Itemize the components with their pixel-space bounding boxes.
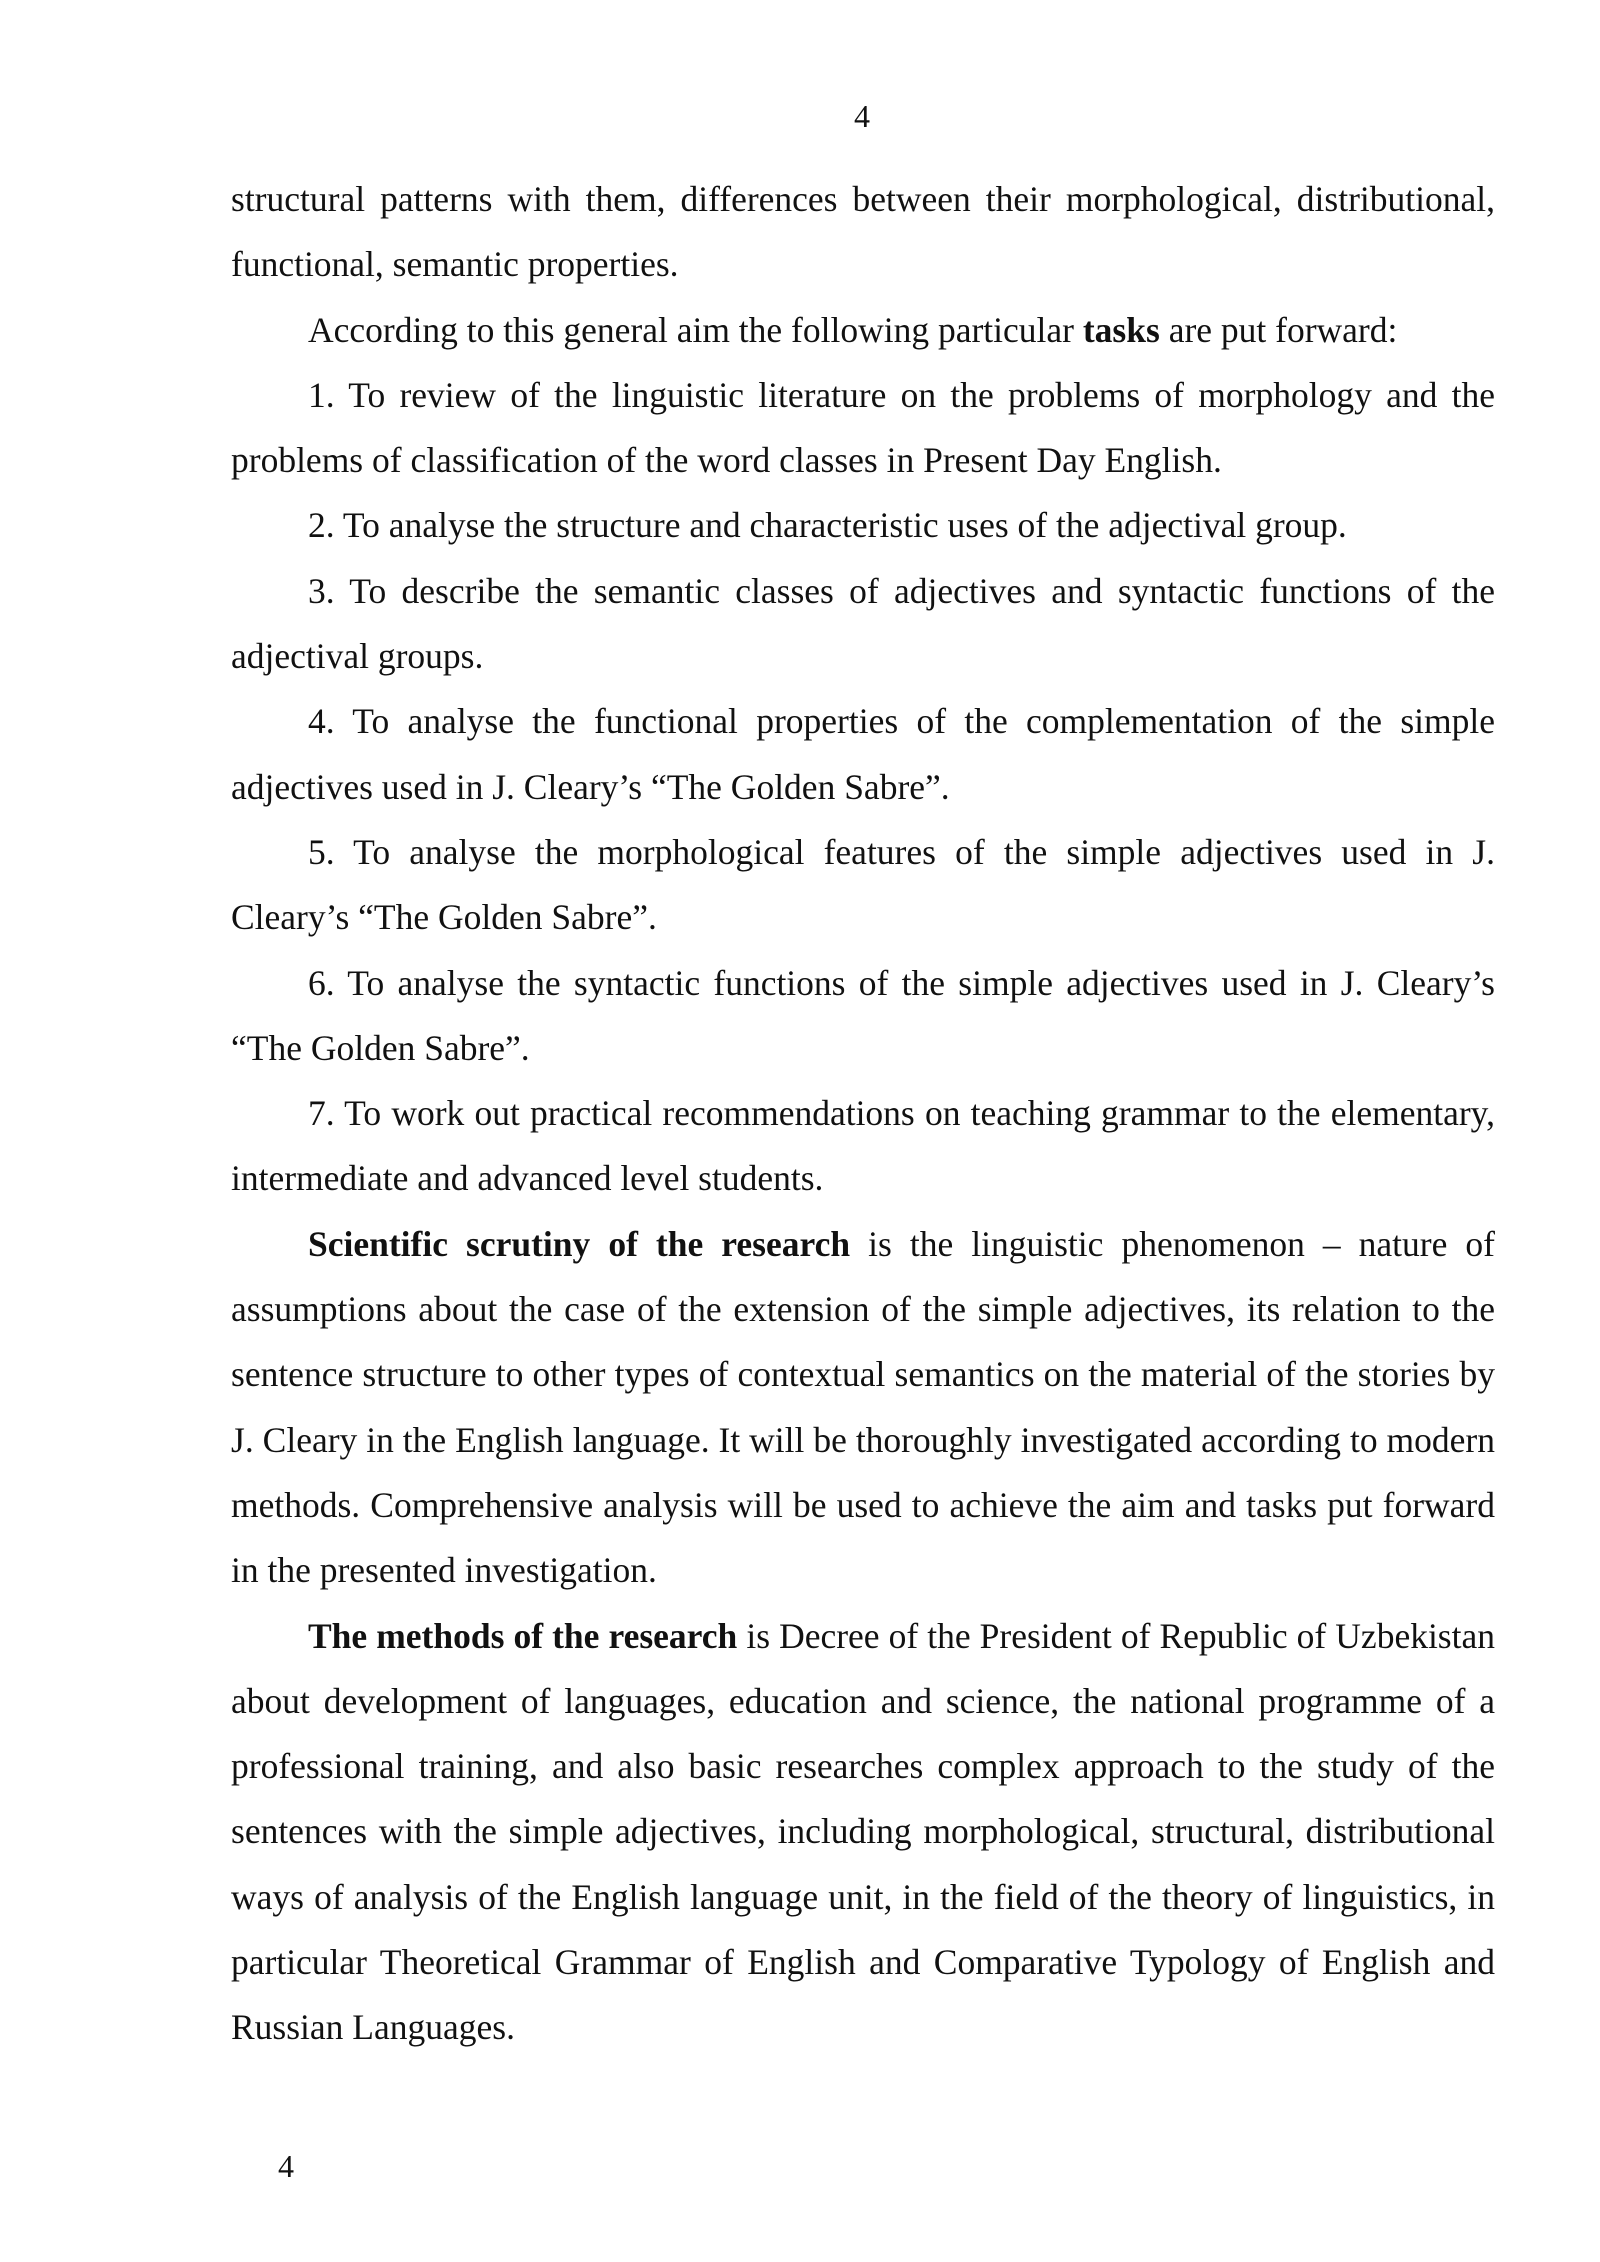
task-item-4: 4. To analyse the functional properties of the complementation of the simple adjectives used in J. Cleary’s “The Golden Sabre”.: [231, 701, 1495, 807]
tasks-intro-text-after: are put forward:: [1159, 309, 1398, 350]
task-item-6: 6. To analyse the syntactic functions of the simple adjectives used in J. Cleary’s “The Golden Sabre”.: [231, 962, 1495, 1068]
methods-text: is Decree of the President of Republic of Uzbekistan about development of languages, education and science, the national programme of a professional training, and also basic researches complex approach to the study of the sentences with the simple adjectives, including morphological, structural, distributional ways of analysis of the English language unit, in the field of the theory of linguistics, in particular Theoretical Grammar of English and Comparative Typology of English and Russian Languages.: [231, 1615, 1495, 2048]
paragraph-continuation: structural patterns with them, differences between their morphological, distributional, functional, semantic properties.: [231, 179, 1495, 285]
page-number-bottom: 4: [278, 2148, 294, 2184]
tasks-keyword: tasks: [1082, 309, 1160, 350]
task-item-2: 2. To analyse the structure and characteristic uses of the adjectival group.: [308, 505, 1347, 546]
page-number-top: 4: [854, 98, 870, 134]
scrutiny-heading: Scientific scrutiny of the research: [308, 1223, 851, 1264]
tasks-intro-text-before: According to this general aim the following particular: [308, 309, 1083, 350]
paragraph-tasks-intro: [231, 298, 1495, 363]
task-item-5: 5. To analyse the morphological features of the simple adjectives used in J. Cleary’s “The Golden Sabre”.: [231, 831, 1495, 938]
paragraph-methods: [231, 1604, 1495, 2061]
scrutiny-text: is the linguistic phenomenon – nature of assumptions about the case of the extension of the simple adjectives, its relation to the sentence structure to other types of contextual semantics on the material of the stories by J. Cleary in the English language. It will be thoroughly investigated according to modern methods. Comprehensive analysis will be used to achieve the aim and tasks put forward in the presented investigation.: [231, 1223, 1495, 1591]
task-item-3: 3. To describe the semantic classes of adjectives and syntactic functions of the adjectival groups.: [231, 570, 1495, 677]
methods-heading: The methods of the research: [308, 1615, 738, 1656]
task-item-1: 1. To review of the linguistic literature on the problems of morphology and the problems of classification of the word classes in Present Day English.: [231, 374, 1495, 481]
paragraph-scientific-scrutiny: [231, 1212, 1495, 1604]
task-item-7: 7. To work out practical recommendations on teaching grammar to the elementary, intermediate and advanced level students.: [231, 1093, 1495, 1199]
body-text: [231, 167, 1495, 2061]
